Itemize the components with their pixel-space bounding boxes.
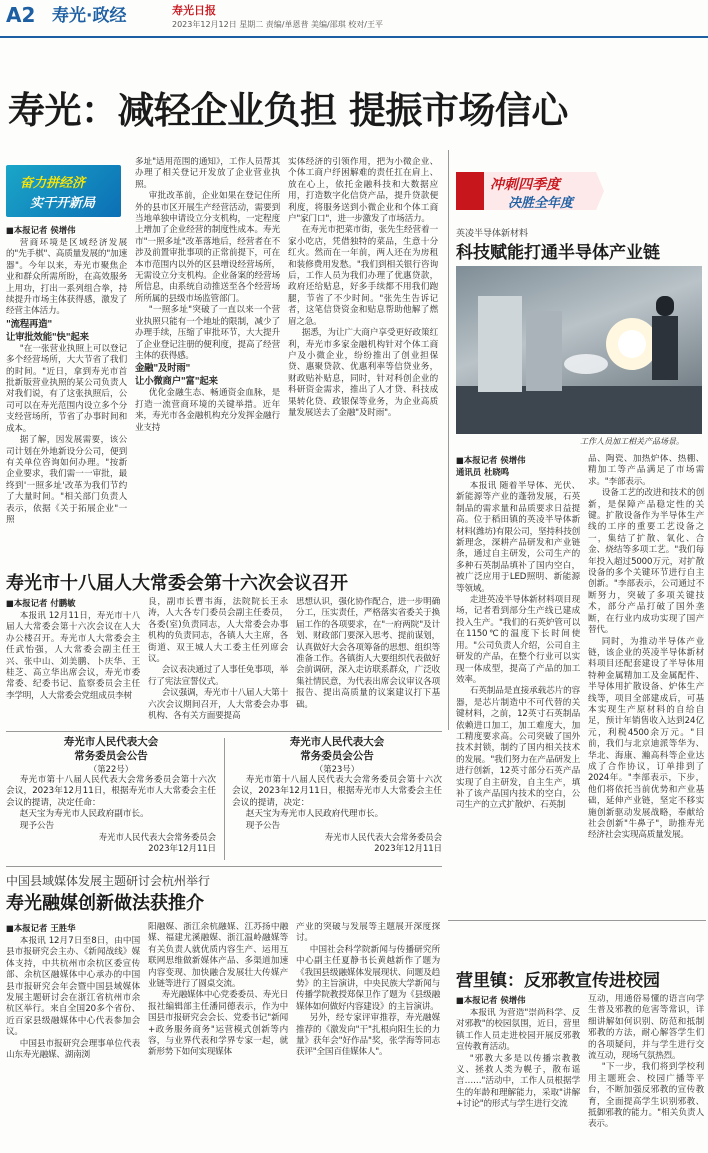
article2-col1-p1: 本报讯 随着半导体、光伏、新能源等产业的蓬勃发展，石英制品的需求量和品质要求日益提高。位于稻田镇的英凌半导体新材料(潍坊)有限公司，坚持科技创新理念，深耕产品研发和产业链条，通过自主研发，公司生产的多种石英制品填补了国内空白，被广泛应用于LED照明、新能源等领域。 (456, 481, 580, 594)
article3-title: 寿光市十八届人大常委会第十六次会议召开 (6, 573, 348, 594)
notice-22-date: 2023年12月11日 (148, 843, 216, 854)
article5-col1-p2: "邪教大多是以传播宗教教义、拯救人类为幌子，散布谣言……"活动中，工作人员根据学生的年龄和理解能力，采取"讲解+讨论"的形式与学生进行交流 (456, 1053, 580, 1110)
notice-22-end: 现予公告 (19, 820, 55, 831)
article2-col2-p1: 品、陶瓷、加热炉体、热棚、精加工等产品满足了市场需求。"李部表示。 (588, 454, 704, 487)
article5-top-rule (448, 920, 706, 921)
notice-23 (232, 735, 442, 863)
article1-col2-bot: 优化金融生态、畅通资金血脉，是打造一流营商环境的关键举措。近年来，寿光市各金融机构充分发挥金融行业支持 (135, 388, 280, 433)
notice-23-end: 现予公告 (245, 820, 281, 831)
article2-col1 (456, 481, 580, 917)
article3-col1 (6, 611, 140, 727)
article2-col1-p3: 石英制品是直接承载芯片的容器，是芯片制造中不可代替的关键材料，之前，12英寸石英制品依赖进口加工，加工难度大，加工精度要求高。公司突破了国外技术封锁，制约了国内相关技术的发展。"我们努力在产品研发上进行创新，12英寸部分石英产品实现了自主研发，自主生产，填补了该产品国内技术的空白，公司生产的立式扩散炉、石英制 (456, 686, 580, 811)
article3-col2 (148, 597, 288, 727)
section-name: 寿光·政经 (52, 6, 127, 26)
notice-23-sign: 寿光市人民代表大会常务委员会 (324, 832, 442, 843)
article1-col1-top: 营商环境是区域经济发展的"先手棋"、高质量发展的"加速器"。今年以来，寿光市聚焦企业和群众所需所盼，在高效服务上用功，打出一系列组合拳，持续提升市场主体获得感，激发了经营主体活力。 (6, 238, 127, 317)
article3-reporter: ■本报记者 付鹏敏 (6, 598, 76, 608)
article4-col3-p1: 产业的突破与发展等主题展开深度探讨。 (296, 922, 440, 944)
article1-sub2b: 让小微商户"富"起来 (135, 376, 218, 388)
article3-col3 (296, 597, 440, 727)
article4-title: 寿光融媒创新做法获推介 (6, 893, 204, 914)
badge-right-line2: 决胜全年度 (508, 196, 574, 211)
notice-22 (6, 735, 216, 863)
notice-23-date: 2023年12月11日 (374, 843, 442, 854)
article1-col3-p3: 据悉，为让广大商户享受更好政策红利，寿光市多家金融机构针对个体工商户及小微企业，纷纷推出了创业担保贷、惠聚贷款、优惠利率等信贷业务，财政贴补贴息，同时，针对科创企业的科研资金需求，推出了人才贷、科技成果转化贷、政银保等业务，为企业高质量发展送去了金融"及时雨"。 (288, 328, 438, 418)
badge-left-line1: 奋力拼经济 (20, 176, 86, 191)
notice-22-number: （第22号） (88, 764, 134, 774)
article3-col2-p3: 会议强调，寿光市十八届人大第十六次会议期间召开，人大常委会办事机构、各有关方面要提高 (148, 688, 288, 722)
article4-col2-p2: 寿光融媒体中心党委委员、寿光日报社编辑部主任潘同德表示，作为中国县市报研究会会长、党委书记"新闻+政务服务商务"运营模式创新等内容，与业界代表和学界专家一起，就新形势下如何实现媒体 (148, 990, 288, 1058)
article4-reporter: ■本报记者 王胜华 (6, 923, 76, 933)
main-headline: 寿光：减轻企业负担 提振市场信心 (8, 89, 568, 132)
notice-22-body: 寿光市第十八届人民代表大会常务委员会第十六次会议，2023年12月11日，根据寿光市人大常委会主任会议的提请，决定任命： (6, 775, 216, 808)
article1-col1-mid: "在一张营业执照上可以登记多个经营场所，大大节省了我们的时间。"近日，拿到寿光市首批新版营业执照的某公司负责人对我们说，有了这张执照后，公司可以在寿光范围内设立多个分支经营场所，节省了办事时间和成本。 (6, 343, 127, 434)
notice-23-number: （第23号） (314, 764, 360, 774)
paper-logo: 寿光日报 (172, 4, 216, 17)
article1-col2 (135, 157, 280, 554)
article4-col3-p3: 另外，经专家评审推荐，寿光融媒推荐的《激发向"干"扎根向阳生长的力量》获年会"好作品"奖，张学海等同志获评"全国百佳媒体人"。 (296, 1013, 440, 1058)
article4-col1-p1: 本报讯 12月7日至8日，由中国县市报研究会主办、《新闻战线》媒体支持，中共杭州市余杭区委宣传部、余杭区融媒体中心承办的中国县市报研究会年会暨中国县域媒体发展主题研讨会在浙江省杭州市余杭区举行。来自全国20多个省份、近百家县级融媒体中心代表参加会议。 (6, 936, 140, 1038)
article1-col2-top: 多址"适用范围的通知》，工作人员帮其办理了相关登记开发放了企业营业执照。 (135, 157, 280, 190)
article4-kicker: 中国县域媒体发展主题研讨会杭州举行 (6, 874, 211, 888)
article3-col2-p2: 会议表决通过了人事任免事项，举行了宪法宣誓仪式。 (148, 665, 288, 687)
article2-photo-caption: 工作人员加工相关产品场景。 (580, 437, 684, 446)
article3-col2-p1: 良，副市长曹韦海，法院院长王永涛，人大各专门委员会副主任委员，各委(室)负责同志，人大常委会办事机构的负责同志，各镇人大主席，各街道、双王城人大工委主任列席会议。 (148, 597, 288, 665)
column-divider-main (448, 150, 449, 730)
notice-23-body: 寿光市第十八届人民代表大会常务委员会第十六次会议，2023年12月11日，根据寿光市人大常委会主任会议的提请，决定： (232, 775, 442, 808)
badge-left (6, 165, 121, 217)
article1-col3-top: 实体经济的引领作用，把为小微企业、个体工商户纾困解难的责任扛在肩上、放在心上，依托金融科技和大数据应用，打造数字化信贷产品，提升贷款便利度，将服务送到小微企业和个体工商户"家门口"，进一步激发了市场活力。 (288, 157, 438, 225)
article2-reporter: ■本报记者 侯增伟 通讯员 杜晓鸣 (456, 455, 526, 477)
article4-col2-p1: 阳融媒、浙江余杭融媒、江苏扬中融媒、福建尤溪融媒、浙江温岭融媒等有关负责人就优质内容生产、运用互联网思维做新媒体产品、多渠道加速内容变现、加快融合发展壮大传媒产业链等进行了圆桌交流。 (148, 922, 288, 990)
notice-22-sign: 寿光市人民代表大会常务委员会 (98, 832, 216, 843)
article1-sub1b: 让审批效能"快"起来 (6, 331, 89, 343)
article5-col2-p1: 互动，用通俗易懂的语言向学生普及邪教的危害等常识，详细讲解如何识别、防范和抵制邪教的方法，耐心解答学生们的各项疑问，并与学生进行交流互动，现场气氛热烈。 (588, 994, 704, 1062)
notice-top-rule (6, 731, 442, 732)
article5-col2 (588, 994, 704, 1150)
header-meta: 2023年12月12日 星期二 责编/单恩普 美编/邵琪 校对/王平 (172, 20, 383, 29)
article4-col2 (148, 922, 288, 1150)
factory-photo-illustration (456, 266, 702, 434)
article1-col1 (6, 238, 127, 554)
badge-left-line2: 实干开新局 (30, 196, 96, 211)
article1-sub2: 金融"及时雨" (135, 363, 191, 375)
badge-right (456, 168, 604, 214)
article1-sub1: "流程再造" (6, 318, 53, 330)
article2-col2 (588, 454, 704, 917)
article4-col1-p2: 中国县市报研究会理事单位代表山东寿光融媒、湖南浏 (6, 1038, 140, 1061)
article2-col1-p2: 走进英凌半导体新材料项目现场，记者看到部分生产线已建成投入生产。"我们的石英炉管可以在1150℃的温度下长时间使用。"公司负责人介绍，公司自主研发的产品，在整个行业可以实现一体成型，提高了产品的加工效率。 (456, 595, 580, 685)
badge-right-line1: 冲刺四季度 (490, 177, 560, 193)
article1-col2-p3: "一照多址"突破了一直以来一个营业执照只能有一个地址的限制，减少了办理手续，压缩了审批环节，大大提升了企业登记注册的便利度，提高了经营主体的获得感。 (135, 305, 280, 361)
article2-photo (456, 266, 702, 434)
article3-col3-p1: 思想认识，强化协作配合，进一步明确分工，压实责任，严格落实省委关于换届工作的各项要求，在"一府两院"及计划、财政部门要深入思考、提前谋划，认真做好大会各项筹备的思想、组织等准备工作。各镇街人大要组织代表做好会前调研，深入走访联系群众，广泛收集社情民意，为代表出席会议审议各项报告、提出高质量的议案建议打下基础。 (296, 597, 440, 710)
article4-col3-p2: 中国社会科学院新闻与传播研究所中心副主任夏静书长黄越新作了题为《我国县级融媒体发展现状、问题及趋势》的主旨演讲，中央民族大学新闻与传播学院教授郑保卫作了题为《县级融媒体如何做好内容建设》的主旨演讲。 (296, 944, 440, 1012)
article4-col3 (296, 922, 440, 1150)
article1-col3 (288, 157, 438, 554)
article2-col2-p3: 同时，为推动半导体产业链，该企业的英凌半导体新材料项目还配套建设了半导体用特种金属精加工及金属配件、半导体用扩散设备、炉体生产线等，项目全部建成后，可基本实现生产原材料的自给自足，预计年销售收入达到24亿元，利税4500余万元。"目前，我们与北京迪派等华为、华北、海康、瀚高科等企业达成了合作协议，订单排到了2024年。"李部表示，下步，他们将依托当前优势和产业基础，延伸产业链，坚定不移实施创新驱动发展战略，奉献给社会创新"牛鼻子"，助推寿光经济社会实现高质量发展。 (588, 636, 704, 841)
notice-bottom-rule (6, 866, 442, 867)
article5-col1-p1: 本报讯 为营造"崇尚科学、反对邪教"的校园氛围，近日，营里镇工作人员走进校园开展反邪教宣传教育活动。 (456, 1008, 580, 1053)
article3-col1-p1: 本报讯 12月11日，寿光市十八届人大常委会第十六次会议在人大办公楼召开。寿光市人大常委会主任武怡强，人大常委会副主任王兴、张中山、刘美鹏、卜庆华、王桂芝、高立华出席会议，寿光市委常委、纪委书记、监察委员会主任李学明，人大常委会党组成员李树 (6, 611, 140, 701)
article5-title: 营里镇：反邪教宣传进校园 (456, 971, 660, 991)
article2-title: 科技赋能打通半导体产业链 (456, 243, 660, 263)
notice-divider (224, 738, 225, 860)
article4-col1 (6, 936, 140, 1150)
article1-col2-p2: 审批改革前，企业如果在登记住所外的县市区开展生产经营活动，需要到当地单独申请设立分支机构，一定程度上增加了企业经营的制度性成本。寿光市"一照多址"改革落地后，经营者在不涉及前置审批事项的正常前提下，可在本市范围内以外的区县增设经营场所，无需设立分支机构。企业备案的经营场所信息，由系统自动推送至各个经营场所所属的县级市场监管部门。 (135, 191, 280, 304)
article5-col1 (456, 1008, 580, 1150)
article1-reporter: ■本报记者 侯增伟 (6, 225, 76, 235)
article2-col2-p2: 设备工艺的改进和技术的创新，是保障产品稳定性的关键。扩散设备作为半导体生产线的工序的重要工艺设备之一，集结了扩散、氧化、合金、烧结等多项工艺。"我们每年投入超过5000万元，对扩散设备的多个关键环节进行自主创新。"李部表示，公司通过不断努力，突破了多项关键技术，部分产品打破了国外垄断，在行业内成功实现了国产替代。 (588, 488, 704, 636)
article5-reporter: ■本报记者 侯增伟 (456, 995, 526, 1005)
notice-22-title: 寿光市人民代表大会 常务委员会公告 (63, 736, 159, 762)
article1-col3-p2: 在寿光市把菜市街，张先生经营着一家小吃店，凭借独特的菜品，生意十分红火。然而在一年前，两人还在为房租和装修费用发愁。"我们到相关银行咨询后，工作人员为我们办理了优惠贷款，政府还给贴息，好多手续都不用我们跑腿，节省了不少时间。"张先生告诉记者，这笔信贷资金和贴息帮助他解了燃眉之急。 (288, 225, 438, 327)
article1-col1-bot: 据了解，因发展需要，该公司计划在外地新设分公司，便到有关单位咨询如何办理。"按新企业要求，我们需一一审批，最终到'一照多址'改革为我们节约了大量时间。"相关部门负责人表示，依据《关于拓展企业"一照 (6, 435, 127, 525)
notice-23-title: 寿光市人民代表大会 常务委员会公告 (289, 736, 385, 762)
notice-23-appoint: 赵天宝为寿光市人民政府代理市长。 (245, 809, 384, 820)
article2-kicker: 英凌半导体新材料 (456, 229, 529, 239)
header-rule (0, 36, 708, 38)
page-number: A2 (6, 3, 36, 27)
notice-22-appoint: 赵天宝为寿光市人民政府副市长。 (19, 809, 149, 820)
article5-col2-p2: "下一步，我们将到学校利用主题班会、校园广播等平台，不断加强反邪教的宣传教育，全面提高学生识别邪教、抵御邪教的能力。"相关负责人表示。 (588, 1062, 704, 1130)
